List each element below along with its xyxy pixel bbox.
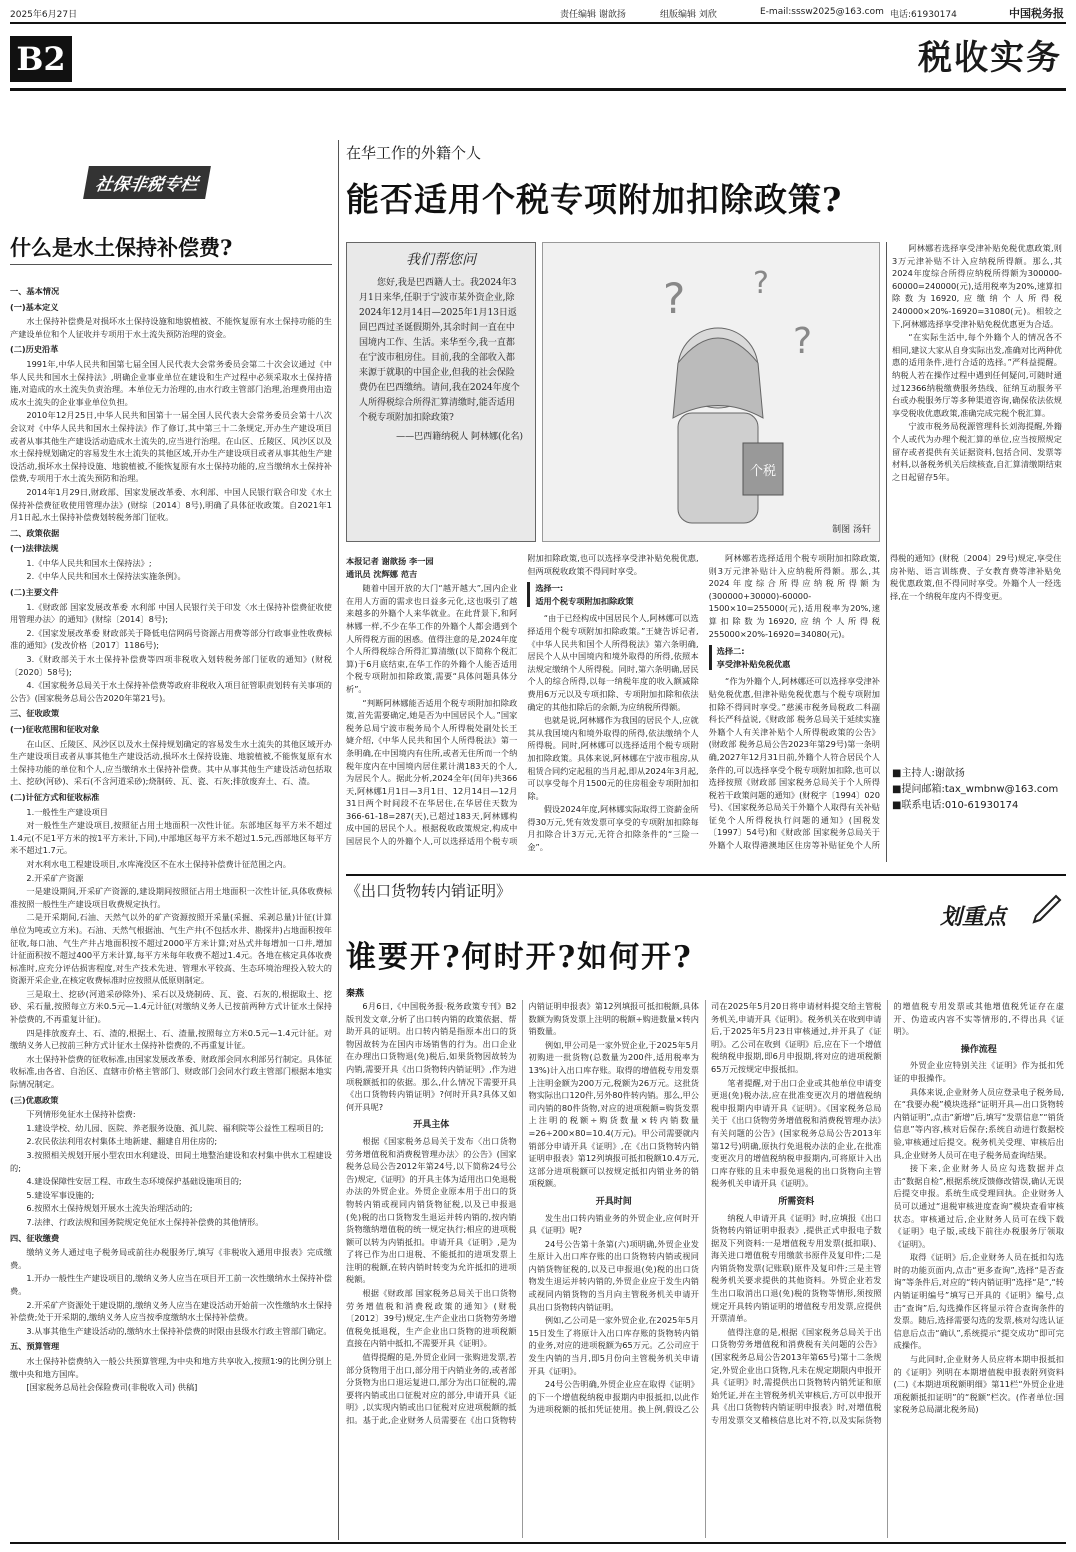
- subheading: 所需资料: [778, 1196, 815, 1207]
- svg-text:?: ?: [793, 321, 813, 362]
- subheading: (三)优惠政策: [10, 1094, 59, 1105]
- paragraph: 与此同时,企业财务人员应将本期申报抵扣的《证明》列明在本期增值税申报表附列资料(二)《本期进项税额明细》第11栏“外贸企业进项税额抵扣证明”的“税额”栏次。(作者单位:国家税务总局湖北税务局): [893, 1354, 1064, 1415]
- highlight-badge: 划重点: [940, 904, 1007, 930]
- phone-label: ■联系电话:010-61930174: [892, 800, 1019, 811]
- paragraph: 6月6日,《中国税务报·税务政策专刊》B2版刊发文章,分析了出口转内销的政策依据、帮助开具的证明。出口转内销是指原本出口的货物因故转为在国内市场销售的行为。出口企业在办理出口货物退(免)税后,如果货物因故转为内销,需要开具《出口货物转内销证明》,作为进项税额抵扣的依据。那么,什么情况下需要开具《出口货物转内销证明》?何时开具?具体又如何开具呢?: [346, 1001, 517, 1112]
- host-label: ■主持人:谢歆扬: [892, 768, 965, 779]
- paragraph: 1.《财政部 国家发展改革委 水利部 中国人民银行关于印发〈水土保持补偿费征收使用管理办法〉的通知》(财综〔2014〕8号);: [10, 601, 332, 625]
- pencil-icon: [1030, 892, 1064, 926]
- paragraph: 发生出口转内销业务的外贸企业,应何时开具《证明》呢?: [528, 1212, 699, 1236]
- paragraph: 24号公告明确,外贸企业应在取得《证明》的下一个增值税纳税申报期内申报抵扣,以此作为进项税额的抵扣凭证使用。换上例,假设乙公司在2025年5月20日将申请材料提交给主管税务机关,申请开具《证明》。税务机关在收到申请后,于2025年5月23日审核通过,并开具了《证明》。乙公司在收到《证明》后,应在下一个增值税纳税申报期,即6月申报期,将对应的进项税额65万元按规定申报抵扣。: [528, 1001, 882, 1415]
- subheading: 开具时间: [595, 1196, 632, 1207]
- paragraph: 也就是说,阿林娜作为我国的居民个人,应就其从我国境内和境外取得的所得,依法缴纳个人所得税。同时,阿林娜可以选择适用个税专项附加扣除政策。具体来说,阿林娜在宁波市租房,从租赁合同约定起租的当月起,即从2024年3月起,可以享受每个月1500元的住房租金专项附加扣除。: [527, 715, 699, 801]
- subheading: 开具主体: [413, 1120, 450, 1131]
- column-divider: [338, 140, 339, 1540]
- paragraph: 水土保持补偿费纳入一般公共预算管理,为中央和地方共享收入,按照1∶9的比例分别上缴中央和地方国库。: [10, 1355, 332, 1379]
- paragraph: 例如,甲公司是一家外贸企业,于2025年5月初购进一批货物(总数量为200件,适用税率为13%)计入出口库存账。取得的增值税专用发票上注明金额为200万元,税额为26万元。这批货物实际出口120件,另外80件转内销。那么,甲公司内销的80件货物,对应的进项税额=购货发票上注明的税额÷购货数量×转内销数量=26÷200×80=10.4(万元)。甲公司需要就内销部分申请开具《证明》,在《出口货物转内销证明申报表》第12列填报可抵扣税额10.4万元,这部分进项税额可以按规定抵扣内销业务的销项税额。: [528, 1039, 699, 1189]
- article1-title: 能否适用个税专项附加扣除政策?: [346, 180, 843, 219]
- paragraph: 3.《财政部关于水土保持补偿费等四项非税收入划转税务部门征收的通知》(财税〔2020〕58号);: [10, 654, 332, 677]
- paragraph: 2014年1月29日,财政部、国家发展改革委、水利部、中国人民银行联合印发《水土保持补偿费征收使用管理办法》(财综〔2014〕8号),明确了具体征收政策。自2021年1月1日起,水土保持补偿费划转税务部门征收。: [10, 486, 332, 523]
- layout-editor: 组版编辑 刘欣: [660, 10, 717, 20]
- article2-author: 秦燕: [346, 989, 365, 999]
- article1-kicker: 在华工作的外籍个人: [346, 144, 482, 162]
- paragraph: 2.农民依法利用农村集体土地新建、翻建自用住房的;: [26, 1136, 218, 1147]
- paragraph: 2.《国家发展改革委 财政部关于降低电信网码号资源占用费等部分行政事业性收费标准的通知》(发改价格〔2017〕1186号);: [10, 627, 332, 651]
- paragraph: 三是取土、挖砂(河道采砂除外)、采石以及烧制砖、瓦、瓷、石灰的,根据取土、挖砂、采石量,按照每立方米0.5元—1.4元计征(对缴纳义务人已按前两种方式计征水土保持补偿费的,不再重复计征)。: [10, 988, 332, 1025]
- paragraph: 2.开采矿产资源: [26, 872, 84, 883]
- paragraph: “由于已经构成中国居民个人,阿林娜可以选择适用个税专项附加扣除政策。”王婕告诉记者,《中华人民共和国个人所得税法》第六条明确,居民个人从中国境内和境外取得的所得,依照本法规定缴纳个人所得税。同时,第六条明确,居民个人的综合所得,以每一纳税年度的收入额减除费用6万元以及专项扣除、专项附加扣除和依法确定的其他扣除后的余额,为应纳税所得额。: [527, 613, 699, 712]
- letter-signature: ——巴西籍纳税人 阿林娜(化名): [396, 432, 523, 442]
- paragraph: 1.建设学校、幼儿园、医院、养老服务设施、孤儿院、福利院等公益性工程项目的;: [26, 1122, 324, 1133]
- subheading: 操作流程: [960, 1044, 997, 1055]
- subheading: 四、征收缴费: [10, 1232, 60, 1243]
- letter-text: 您好,我是巴西籍人士。我2024年3月1日来华,任职于宁波市某外资企业,除2024年12月14日—2025年1月13日返回巴西过圣诞假期外,其余时间一直在中国境内工作、生活。来华至今,我一直都在宁波市租房住。目前,我的全部收入都来源于就职的中国企业,但我的社会保险费仍在巴西缴纳。请问,我在2024年度个人所得税综合所得汇算清缴时,能否适用个税专项附加扣除政策?: [359, 278, 520, 423]
- paragraph: “在实际生活中,每个外籍个人的情况各不相同,建议大家从自身实际出发,准确对比两种优惠的适用条件,进行合适的选择。”严科益提醒。纳税人若在操作过程中遇到任何疑问,可随时通过12366纳税缴费服务热线、征纳互动服务平台或办税服务厅等多种渠道咨询,确保依法依规享受税收优惠政策,准确完成完税个税汇算。: [892, 332, 1062, 418]
- paragraph: 2010年12月25日,中华人民共和国第十一届全国人民代表大会常务委员会第十八次会议对《中华人民共和国水土保持法》作了修订,其中第三十二条规定,开办生产建设项目或者从事其他生产建设活动造成水土流失的,应当进行治理。在山区、丘陵区、风沙区以及水土保持规划确定的容易发生水土流失的其他区域,开办生产建设项目或者从事其他生产建设活动,损坏水土保持设施、地貌植被,不能恢复原有水土保持功能的,应当缴纳水土保持补偿费,专项用于水土流失预防和治理。: [10, 410, 332, 484]
- svg-text:?: ?: [663, 274, 686, 323]
- paragraph: 接下来,企业财务人员应勾选数据并点击“数据自检”,根据系统反馈修改错误,确认无误后提交申报。系统生成受理回执。企业财务人员可以通过“退税审核进度查询”模块查看审核状态。审核通过后,企业财务人员可在线下载《证明》电子版,或线下前往办税服务厅领取《证明》。: [893, 1163, 1064, 1249]
- paragraph: “判断阿林娜能否适用个税专项附加扣除政策,首先需要确定,她是否为中国居民个人。”国家税务总局宁波市税务局个人所得税处副处长王婕介绍,《中华人民共和国个人所得税法》第一条明确,在中国境内有住所,或者无住所而一个纳税年度内在中国境内居住累计满183天的个人,为居民个人。据此分析,2024全年(闰年)共366天,阿林娜1月1日—3月1日、12月14日—12月31日两个时间段不在华居住,在华居住天数为366-61-18=287(天),已超过183天,阿林娜构成中国的居民个人。根据税收政策规定,构成中国居民个人的外籍个人,可以选择适用个税专项附加扣除政策,也可以选择享受津补贴免税优惠,但两项税收政策不得同时享受。: [346, 553, 699, 847]
- paragraph: 4.《国家税务总局关于水土保持补偿费等政府非税收入项目征管职责划转有关事项的公告》(国家税务总局公告2020年第21号)。: [10, 680, 332, 703]
- paragraph: 1.一般性生产建设项目: [26, 806, 108, 817]
- masthead: 中国税务报: [1009, 7, 1064, 20]
- subheading: (一)法律法规: [10, 543, 59, 554]
- paragraph: 宁波市税务局税源管理科长刘海提醒,外籍个人或代为办理个税汇算的单位,应当按照规定留存或者提供有关证据资料,包括合同、发票等材料,以备税务机关后续核查,自汇算清缴期结束之日起留存5年。: [892, 421, 1062, 482]
- illustration-credit: 制图 汤轩: [832, 525, 871, 535]
- paragraph: 四是排放废弃土、石、渣的,根据土、石、渣量,按照每立方米0.5元—1.4元计征。对缴纳义务人已按前三种方式计征水土保持补偿费的,不再重复计征。: [10, 1027, 332, 1051]
- paragraph: 下列情形免征水土保持补偿费:: [26, 1109, 136, 1120]
- email-label[interactable]: ■提问邮箱:tax_wmbnw@163.com: [892, 784, 1059, 795]
- page-number: B2: [10, 36, 72, 82]
- paragraph: 6.按照水土保持规划开展水土流失治理活动的;: [26, 1203, 193, 1214]
- svg-text:个税: 个税: [750, 464, 777, 479]
- subheading: 五、预算管理: [10, 1341, 60, 1352]
- paragraph: 4.建设保障性安居工程、市政生态环境保护基础设施项目的;: [26, 1176, 242, 1187]
- article1-divider: [886, 242, 887, 862]
- paragraph: 一是建设期间,开采矿产资源的,建设期间按照征占用土地面积一次性计征,具体收费标准按照一般性生产建设项目收费规定执行。: [10, 886, 332, 909]
- footer-rule: [10, 1542, 1066, 1544]
- paragraph: 假设2024年度,阿林娜实际取得工资薪金所得30万元,凭有效发票可享受的专项附加扣除每月扣除合计3万元,无符合扣除条件的“三险一金”。: [527, 804, 699, 853]
- paragraph: 水土保持补偿费的征收标准,由国家发展改革委、财政部会同水利部另行制定。具体征收标准,由各省、自治区、直辖市价格主管部门、财政部门会同水行政主管部门根据本地实际情况制定。: [10, 1053, 332, 1090]
- header-bottom-rule: [10, 88, 1066, 91]
- section-title: 税收实务: [918, 38, 1062, 78]
- subheading: (一)征收范围和征收对象: [10, 724, 100, 734]
- article2-body: [346, 1000, 1064, 1538]
- paragraph: 阿林娜若选择享受津补贴免税优惠政策,则3万元津补贴不计入应纳税所得额。那么,其2024年度综合所得应纳税所得额为300000-60000=240000(元),适用税率为20%,速算扣除数为16920,应缴纳个人所得税240000×20%-16920=31080(元)。相较之下,阿林娜选择享受津补贴免税优惠更为合适。: [892, 243, 1062, 329]
- header-rule: [10, 22, 1066, 24]
- responsible-editor: 责任编辑 谢歆扬: [560, 10, 626, 20]
- article1-illustration: [542, 242, 880, 542]
- paragraph: 阿林娜若选择适用个税专项附加扣除政策,则3万元津补贴计入应纳税所得额。那么,其2024年度综合所得应纳税所得额为(300000+30000)-60000-1500×10=255000(元),适用税率为20%,速算扣除数为16920,应纳个人所得税255000×20%-16920=34080(元)。: [708, 553, 880, 639]
- paragraph: 取得《证明》后,企业财务人员在抵扣勾选时的功能页面内,点击“更多查询”,选择“是否查询”等条件后,对应的“转内销证明”选择“是”,“转内销证明编号”填写已开具的《证明》编号,点击“查询”后,勾选操作区将显示符合查询条件的发票。随后,选择需要勾选的发票,核对勾选认证信息后点击“确认”,系统提示“提交成功”即可完成操作。: [893, 1252, 1064, 1351]
- editor-phone: 电话:61930174: [890, 10, 957, 20]
- subheading: (二)历史沿革: [10, 344, 59, 355]
- subheading: 一、基本情况: [10, 286, 60, 296]
- paragraph: 1.《中华人民共和国水土保持法》;: [26, 557, 152, 568]
- article1-byline: 本报记者 谢歆扬 李一园 通讯员 沈辉娜 范吉: [346, 556, 434, 579]
- issue-date: 2025年6月27日: [10, 10, 78, 20]
- subheading: (一)基本定义: [10, 301, 59, 312]
- paragraph: 根据《财政部 国家税务总局关于出口货物劳务增值税和消费税政策的通知》(财税〔2012〕39号)规定,生产企业出口货物劳务增值税免抵退税，生产企业出口货物的进项税额直接在内销中抵扣,不需要开具《证明》。: [346, 1288, 517, 1349]
- paragraph: 3.从事其他生产建设活动的,缴纳水土保持补偿费的时限由县级水行政主管部门确定。: [26, 1325, 332, 1336]
- paragraph: 1.开办一般性生产建设项目的,缴纳义务人应当在项目开工前一次性缴纳水土保持补偿费。: [10, 1273, 332, 1296]
- paragraph: 24号公告第十条第(六)项明确,外贸企业发生原计入出口库存账的出口货物转内销或视同内销货物征税的,以及已申报退(免)税的出口货物发生退运并转内销的,外贸企业应于发生内销或视同内销货物的当月向主管税务机关申请开具出口货物转内销证明。: [528, 1238, 699, 1312]
- paragraph: 水土保持补偿费是对损坏水土保持设施和地貌植被、不能恢复原有水土保持功能的生产建设单位和个人征收并专项用于水土流失预防治理的资金。: [10, 316, 332, 339]
- callout-box: 选择二: 享受津补贴免税优惠: [709, 645, 880, 670]
- paragraph: 5.建设军事设施的;: [26, 1189, 95, 1200]
- svg-text:?: ?: [753, 266, 769, 301]
- editor-email: E-mail:sssw2025@163.com: [760, 7, 884, 17]
- paragraph: 值得注意的是,根据《国家税务总局关于出口货物劳务增值税和消费税有关问题的公告》(国家税务总局公告2013年第65号)第十二条规定,外贸企业出口货物,凡未在规定期限内申报开具《证明》时,需提供出口货物转内销凭证和原始凭证,并在主管税务机关审核后,方可以申报开具《出口货物转内销证明申报表》时,对增值税专用发票交叉稽核信息比对不符,以及实际货物的增值税专用发票或其他增值税凭证存在虚开、伪造或内容不实等情形的,不得出具《证明》。: [711, 1001, 1064, 1425]
- article-divider: [346, 874, 1066, 876]
- paragraph: 二是开采期间,石油、天然气以外的矿产资源按照开采量(采掘、采剥总量)计征(计算单位为吨或立方米)。石油、天然气根据油、气生产井(不包括水井、勘探井)占地面积按年征收,每口油、气生产井占地面积按不超过2000平方米计算;对丛式井每增加一口井,增加计征面积按不超过400平方米计算,每平方米每年收费不超过1.4元。各地在核定具体收费标准时,应充分评估损害程度,对生产技术先进、管理水平较高、生态环境治理投入较大的资源开采企业,在核定收费标准时应按照从低原则制定。: [10, 912, 332, 986]
- left-title-rule: [10, 264, 332, 265]
- column-badge: 社保非税专栏: [83, 166, 211, 199]
- paragraph: 3.按照相关规划开展小型农田水利建设、田间土地整治建设和农村集中供水工程建设的;: [10, 1150, 332, 1173]
- paragraph: 外贸企业应特别关注《证明》作为抵扣凭证的申报操作。: [893, 1060, 1064, 1083]
- paragraph: 对水利水电工程建设项目,水库淹没区不在水土保持补偿费计征范围之内。: [26, 858, 291, 869]
- subheading: (二)主要文件: [10, 587, 59, 598]
- article2-kicker: 《出口货物转内销证明》: [346, 882, 512, 900]
- left-article-body: [10, 282, 332, 1532]
- paragraph: 随着中国开放的大门“越开越大”,国内企业在用人方面的需求也日益多元化,这也吸引了越来越多的外籍个人来华就业。在此背景下,和阿林娜一样,不少在华工作的外籍个人都会遇到个人所得税方面的困惑。值得注意的是,2024年度个人所得税综合所得汇算清缴(以下简称个税汇算)于6月底结束,在华工作的外籍个人能否适用个税专项附加扣除政策,需要“具体问题具体分析”。: [346, 583, 518, 694]
- subheading: 二、政策依据: [10, 527, 60, 538]
- subheading: 三、征收政策: [10, 708, 60, 719]
- paragraph: 纳税人申请开具《证明》时,应填报《出口货物转内销证明申报表》,提供正式申报电子数据及下列资料:一是增值税专用发票(抵扣联)、海关进口增值税专用缴款书原件及复印件;二是内销货物发票(记账联)原件及复印件;三是主管税务机关要求提供的其他资料。外贸企业若发生出口取消出口退(免)税的货物等情形,须按照规定开具转内销证明的增值税专用发票,应提供开票清单。: [711, 1212, 882, 1324]
- paragraph: 7.法律、行政法规和国务院规定免征水土保持补偿费的其他情形。: [26, 1216, 264, 1227]
- reader-letter: [346, 242, 536, 542]
- left-article-title: 什么是水土保持补偿费?: [10, 235, 233, 260]
- paragraph: 值得提醒的是,外贸企业同一张购进发票,若部分货物用于出口,部分用于内销业务的,或者部分货物为出口退运复进口,部分为出口征税的,需要将内销或出口征税对应的部分,申请开具《证明》,以实现内销或出口征税对应进项税额的抵扣。基于此,企业财务人员需要在《出口货物转内销证明申报表》第12列填报可抵扣税额,具体数额为购货发票上注明的税额÷购进数量×转内销数量。: [346, 1001, 699, 1425]
- contact-box: [892, 766, 1058, 814]
- paragraph: 1991年,中华人民共和国第七届全国人民代表大会常务委员会第二十次会议通过《中华人民共和国水土保持法》,明确企业事业单位在建设和生产过程中必须采取水土保持措施,对造成的水土流失负责治理。本单位无力治理的,由水行政主管部门治理,治理费用由造成水土流失的企业事业单位负担。: [10, 358, 332, 407]
- article2-title: 谁要开?何时开?如何开?: [346, 940, 693, 975]
- paragraph: 例如,乙公司是一家外贸企业,在2025年5月15日发生了将原计入出口库存账的货物转内销的业务,对应的进项税额为65万元。乙公司应于发生内销的当月,即5月份向主管税务机关申请开具《证明》。: [528, 1315, 699, 1376]
- paragraph: “作为外籍个人,阿林娜还可以选择享受津补贴免税优惠,但津补贴免税优惠与个税专项附加扣除不得同时享受。”慈溪市税务局税政二科副科长严科益说,《财政部 税务总局关于延续实施外籍个人有关津补贴个人所得税政策的公告》(财政部 税务总局公告2023年第29号)第一条明确,2027年12月31日前,外籍个人符合居民个人条件的,可以选择享受个税专项附加扣除,也可以选择按照《财政部 国家税务总局关于个人所得税若干政策问题的通知》(财税字〔1994〕020号)、《国家税务总局关于外籍个人取得有关补贴征免个人所得税执行问题的通知》(国税发〔1997〕54号)和《财政部 国家税务总局关于外籍个人取得港澳地区住房等补贴征免个人所得税的通知》(财税〔2004〕29号)规定,享受住房补贴、语言训练费、子女教育费等津补贴免税优惠政策,但不得同时享受。外籍个人一经选择,在一个纳税年度内不得变更。: [708, 553, 1062, 851]
- article1-body-2: [892, 242, 1062, 754]
- paragraph: 2.开采矿产资源处于建设期的,缴纳义务人应当在建设活动开始前一次性缴纳水土保持补偿费;处于开采期的,缴纳义务人应当按季度缴纳水土保持补偿费。: [10, 1299, 332, 1323]
- paragraph: 对一般性生产建设项目,按照征占用土地面积一次性计征。东部地区每平方米不超过1.4元(不足1平方米的按1平方米计,下同),中部地区每平方米不超过1.5元,西部地区每平方米不超过1.7元。: [10, 820, 332, 856]
- letter-badge: 我们帮您问: [406, 252, 476, 268]
- paragraph: [国家税务总局社会保险费司(非税收入司) 供稿]: [26, 1382, 198, 1393]
- paragraph: 在山区、丘陵区、风沙区以及水土保持规划确定的容易发生水土流失的其他区域开办生产建设项目或者从事其他生产建设活动,损坏水土保持设施、地貌植被,不能恢复原有水土保持功能的单位和个人,应当缴纳水土保持补偿费。其中从事其他生产建设活动包括取土、挖砂(河砂)、采石(不含河道采砂);烧制砖、瓦、瓷、石灰;排放废弃土、石、渣。: [10, 738, 332, 787]
- woman-thinking-illustration: [543, 243, 879, 541]
- paragraph: 2.《中华人民共和国水土保持法实施条例》。: [26, 571, 186, 582]
- paragraph: 缴纳义务人通过电子税务局或前往办税服务厅,填写《非税收入通用申报表》完成缴费。: [10, 1247, 332, 1270]
- callout-box: 选择一: 适用个税专项附加扣除政策: [527, 582, 698, 607]
- paragraph: 笔者提醒,对于出口企业或其他单位申请变更退(免)税办法,应在批准变更次月的增值税纳税申报期内申请开具《证明》。《国家税务总局关于《出口货物劳务增值税和消费税管理办法》有关问题的公告》(国家税务总局公告2013年第12号)明确,原执行免退税办法的企业,在批准变更次月的增值税纳税申报期内,可将原计入出口库存账的且未申报免退税的出口货物向主管税务机关申请开具《证明》。: [711, 1077, 882, 1189]
- paragraph: 根据《国家税务总局关于发布〈出口货物劳务增值税和消费税管理办法〉的公告》(国家税务总局公告2012年第24号,以下简称24号公告)规定,《证明》的开具主体为适用出口免退税办法的外贸企业。外贸企业原本用于出口的货物转内销或视同内销货物征税,以及已申报退(免)税的出口货物发生退运并转内销的,按内销货物缴纳增值税的统一规定执行;相应的进项税额可以转为内销抵扣。申请开具《证明》,是为了将已作为出口退税、不能抵扣的进项发票上注明的税额,在转内销时转变为允许抵扣的进项税额。: [346, 1135, 517, 1285]
- subheading: (二)计征方式和征收标准: [10, 791, 100, 802]
- paragraph: 具体来说,企业财务人员应登录电子税务局,在“我要办税”模块选择“证明开具—出口货物转内销证明”,点击“新增”后,填写“发票信息”“销货信息”等内容,核对后保存;系统自动进行数据校验,审核通过后提交。税务机关受理、审核后出具,企业财务人员可在电子税务局查询结果。: [893, 1086, 1064, 1160]
